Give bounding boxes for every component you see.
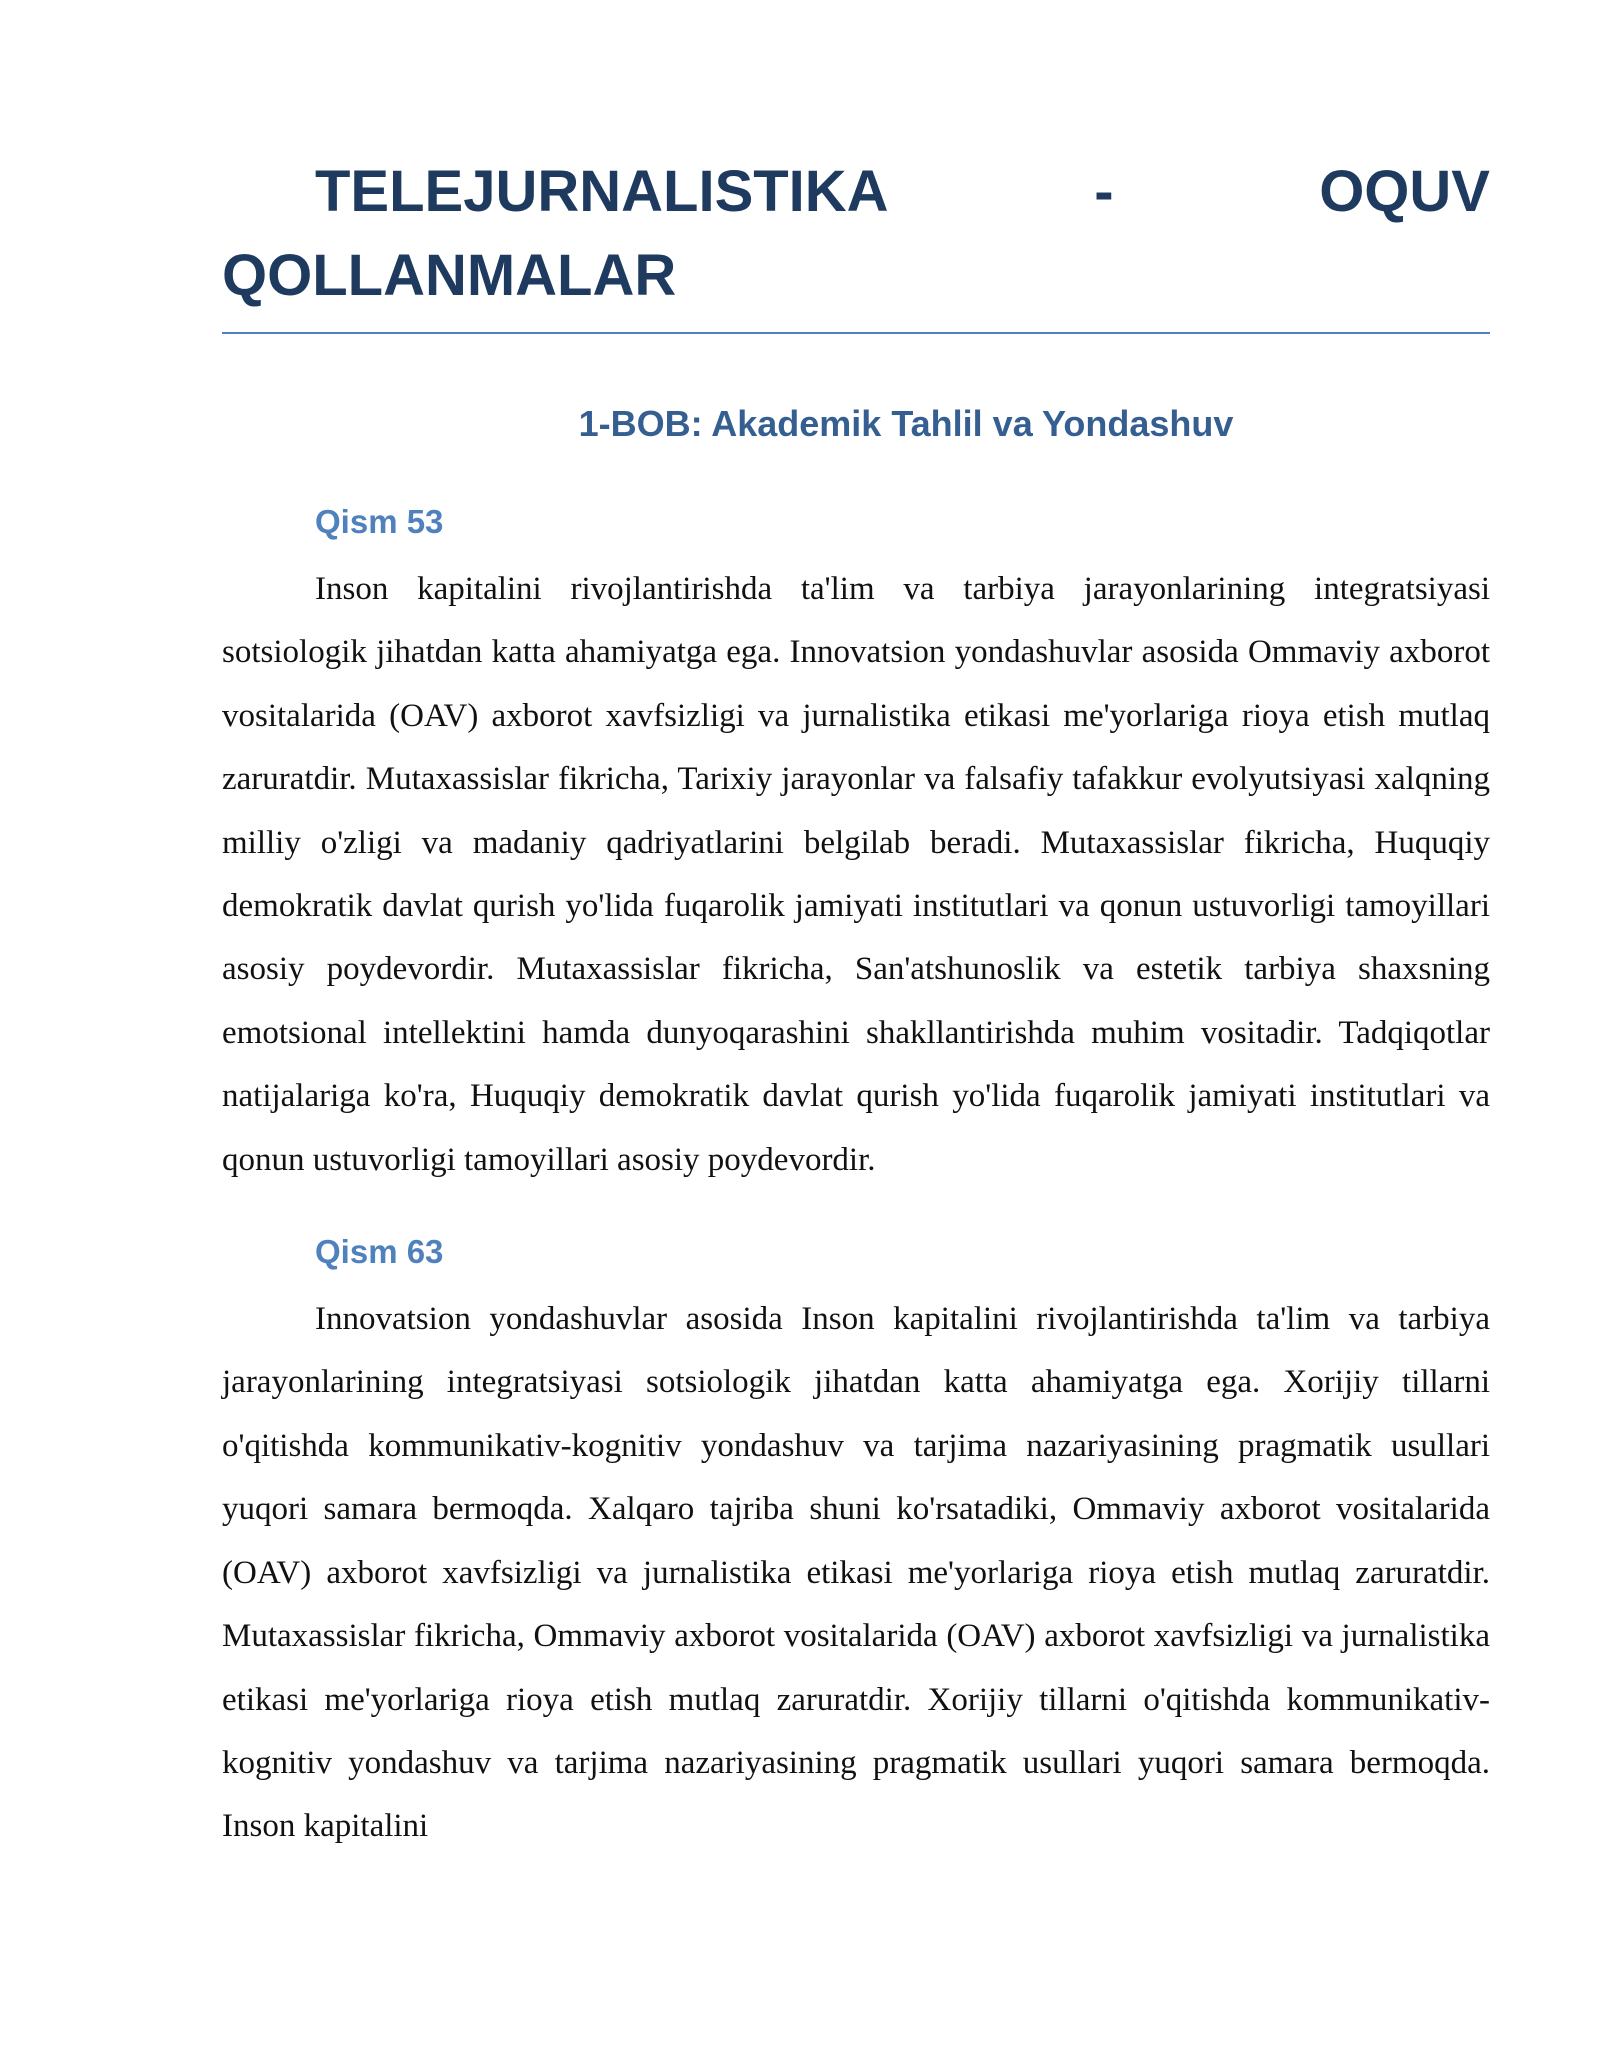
title-line-1 (222, 150, 1490, 234)
section-paragraph-qism-53: Inson kapitalini rivojlantirishda ta'lim va tarbiya jarayonlarining integratsiyasi sotsiologik jihatdan katta ahamiyatga ega. Innovatsion yondashuvlar asosida Ommaviy axborot vositalarida (OAV) axborot xavfsizligi va jurnalistika etikasi me'yorlariga rioya etish mutlaq zaruratdir. Mutaxassislar fikricha, Tarixiy jarayonlar va falsafiy tafakkur evolyutsiyasi xalqning milliy o'zligi va madaniy qadriyatlarini belgilab beradi. Mutaxassislar fikricha, Huquqiy demokratik davlat qurish yo'lida fuqarolik jamiyati institutlari va qonun ustuvorligi tamoyillari asosiy poydevordir. Mutaxassislar fikricha, San'atshunoslik va estetik tarbiya shaxsning emotsional intellektini hamda dunyoqarashini shakllantirishda muhim vositadir. Tadqiqotlar natijalariga ko'ra, Huquqiy demokratik davlat qurish yo'lida fuqarolik jamiyati institutlari va qonun ustuvorligi tamoyillari asosiy poydevordir. (222, 571, 1490, 1178)
title-line-2: QOLLANMALAR (222, 243, 677, 308)
title-word-telejurnalistika: TELEJURNALISTIKA (315, 159, 889, 224)
document-page (222, 150, 1490, 1859)
section-heading-qism-63: Qism 63 (315, 1233, 444, 1271)
chapter-heading: 1-BOB: Akademik Tahlil va Yondashuv (578, 403, 1234, 444)
title-word-oquv: OQUV (1319, 159, 1490, 224)
section-heading-qism-53: Qism 53 (315, 503, 444, 540)
document-title (222, 150, 1490, 334)
title-dash: - (1094, 159, 1114, 224)
section-paragraph-qism-63: Innovatsion yondashuvlar asosida Inson kapitalini rivojlantirishda ta'lim va tarbiya jarayonlarining integratsiyasi sotsiologik jihatdan katta ahamiyatga ega. Xorijiy tillarni o'qitishda kommunikativ-kognitiv yondashuv va tarjima nazariyasining pragmatik usullari yuqori samara bermoqda. Xalqaro tajriba shuni ko'rsatadiki, Ommaviy axborot vositalarida (OAV) axborot xavfsizligi va jurnalistika etikasi me'yorlariga rioya etish mutlaq zaruratdir. Mutaxassislar fikricha, Ommaviy axborot vositalarida (OAV) axborot xavfsizligi va jurnalistika etikasi me'yorlariga rioya etish mutlaq zaruratdir. Xorijiy tillarni o'qitishda kommunikativ-kognitiv yondashuv va tarjima nazariyasining pragmatik usullari yuqori samara bermoqda. Inson kapitalini (222, 1301, 1490, 1845)
